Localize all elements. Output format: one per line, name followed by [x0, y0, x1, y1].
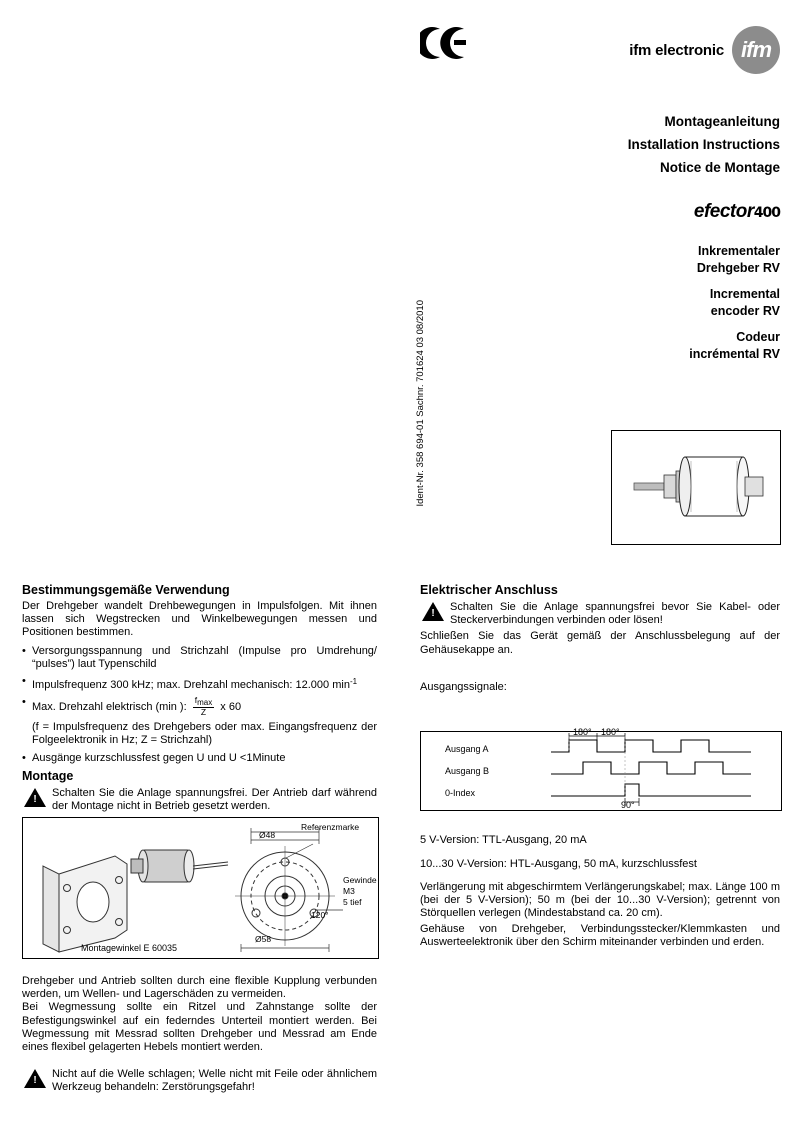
electrical-connect-text: Schließen Sie das Gerät gemäß der Anschlussbelegung auf der Gehäusekappe an. [420, 630, 780, 656]
ident-number: Ident-Nr. 358 694-01 Sachnr. 701624 03 08/2010 [415, 300, 426, 507]
mounting-warning-text: Schalten Sie die Anlage spannungsfrei. Der Antrieb darf während der Montage nicht in Betrieb gesetzt werden. [52, 786, 377, 813]
warning-triangle-icon-2 [24, 1069, 46, 1088]
formula-tail: x 60 [220, 701, 242, 714]
shaft-warning [22, 1068, 377, 1094]
dim-top-label: Ø48 [259, 830, 276, 840]
version-5v: 5 V-Version: TTL-Ausgang, 20 mA [420, 834, 587, 846]
signal-90-label: 90° [621, 800, 635, 810]
spec-bullet-list [22, 645, 377, 765]
signal-180-label-a: 180° [573, 727, 592, 737]
warning-triangle-icon [24, 788, 46, 807]
section-mounting-title: Montage [22, 768, 74, 783]
efector-suffix: 400 [753, 205, 780, 221]
version-30v: 10...30 V-Version: HTL-Ausgang, 50 mA, kurzschlussfest [420, 858, 697, 871]
formula-denominator: Z [200, 707, 207, 718]
bullet-supply: • Versorgungsspannung und Strichzahl (Impulse pro Umdrehung/ “pulses”) laut Typenschild [22, 645, 377, 671]
thread-label-2: M3 [343, 886, 355, 896]
product-line-2: Drehgeber RV [696, 261, 780, 275]
drawing-caption: Montagewinkel E 60035 [81, 943, 178, 953]
bullet-pulse-frequency-text: Impulsfrequenz 300 kHz; max. Drehzahl mechanisch: 12.000 min [32, 679, 350, 692]
angle-label: 120° [311, 910, 329, 920]
product-name-block [450, 243, 780, 363]
section-electrical-title: Elektrischer Anschluss [420, 583, 558, 597]
brand-name: ifm electronic [629, 41, 724, 59]
left-footer-text [22, 975, 377, 1095]
product-line-3: Incremental [709, 287, 780, 301]
section-intended-use-title: Bestimmungsgemäße Verwendung [22, 583, 230, 597]
thread-label-1: Gewinde [343, 875, 377, 885]
bullet-max-speed-note [22, 721, 377, 747]
bullet-pulse-frequency [22, 675, 377, 692]
efector-word: efector [693, 201, 754, 222]
title-en: Installation Instructions [627, 137, 780, 152]
product-line-6: incrémental RV [689, 347, 780, 361]
title-de: Montageanleitung [664, 114, 780, 129]
bullet-short-circuit [22, 752, 377, 765]
mounting-note: Bei Wegmessung sollte ein Ritzel und Zahnstange sollte der Befestigungswinkel auf ein federndes Unterteil montiert werden. Bei Wegmessung mit Messrad sollten Drehgeber und Messrad am Ende eines flexibel gelagerten Hebels montiert werden. [22, 1001, 377, 1054]
efector-logo [450, 201, 780, 223]
signal-row-label-a: Ausgang A [445, 744, 489, 754]
electrical-warning [420, 601, 780, 627]
cable-extension-note: Verlängerung mit abgeschirmtem Verlängerungskabel; max. Länge 100 m (bei der 5 V-Version); 50 m (bei der 10...30 V-Version); getrennt von Störquellen verlegen (Mindestabstand ca. 20 cm). [420, 881, 780, 920]
formula-f: f [194, 695, 198, 706]
product-image [611, 430, 781, 545]
dim-bottom-label: Ø58 [255, 934, 272, 944]
version-notes [420, 823, 780, 882]
product-line-1: Inkrementaler [698, 244, 780, 258]
title-fr: Notice de Montage [659, 160, 780, 175]
signal-row-label-index: 0-Index [445, 788, 476, 798]
warning-triangle-icon-3 [422, 602, 444, 621]
bullet-max-speed [22, 696, 377, 717]
shaft-warning-text: Nicht auf die Welle schlagen; Welle nicht mit Feile oder ähnlichem Werkzeug behandeln: Zerstörungsgefahr! [52, 1068, 377, 1094]
product-line-5: Codeur [736, 330, 780, 344]
section-intended-use-text: Der Drehgeber wandelt Drehbewegungen in Impulsfolgen. Mit ihnen lassen sich Wegstrecken und Winkelbewegungen messen und Positionen bestimmen. [22, 600, 377, 639]
bullet-short-circuit-text: Ausgänge kurzschlussfest gegen U und U <1Minute [32, 751, 286, 764]
formula-fraction [193, 696, 215, 717]
output-signals-label: Ausgangssignale: [420, 680, 507, 693]
reference-mark-label: Referenzmarke [301, 822, 360, 832]
signal-row-label-b: Ausgang B [445, 766, 490, 776]
signal-180-label-b: 180° [601, 727, 620, 737]
shielding-note: Gehäuse von Drehgeber, Verbindungsstecker/Klemmkasten und Auswerteelektronik über den Schirm miteinander verbinden und erden. [420, 922, 780, 948]
mounting-warning [22, 787, 377, 813]
bullet-max-speed-note-text: (f = Impulsfrequenz des Drehgebers oder max. Eingangsfrequenz der Folgeelektronik in Hz; Z = Strichzahl) [32, 721, 377, 747]
ce-mark-icon [420, 26, 468, 60]
thread-label-3: 5 tief [343, 897, 362, 907]
formula-f-sub: max [197, 698, 213, 708]
right-column [420, 583, 780, 694]
product-line-4: encoder RV [710, 304, 780, 318]
mounting-drawing [22, 817, 379, 959]
coupling-note: Drehgeber und Antrieb sollten durch eine flexible Kupplung verbunden werden, um Wellen- und Lagerschäden zu vermeiden. [22, 975, 377, 1001]
signal-diagram [420, 727, 782, 811]
title-column [450, 110, 780, 363]
bullet-max-speed-text: Max. Drehzahl elektrisch (min ): [32, 701, 187, 714]
electrical-warning-text: Schalten Sie die Anlage spannungsfrei bevor Sie Kabel- oder Steckerverbindungen verbinden oder lösen! [450, 601, 780, 627]
left-column [22, 583, 377, 813]
brand-logo [629, 26, 780, 74]
bullet-pulse-frequency-sup: -1 [349, 677, 358, 687]
cable-notes [420, 881, 780, 949]
brand-mark-icon: ifm [732, 26, 780, 74]
